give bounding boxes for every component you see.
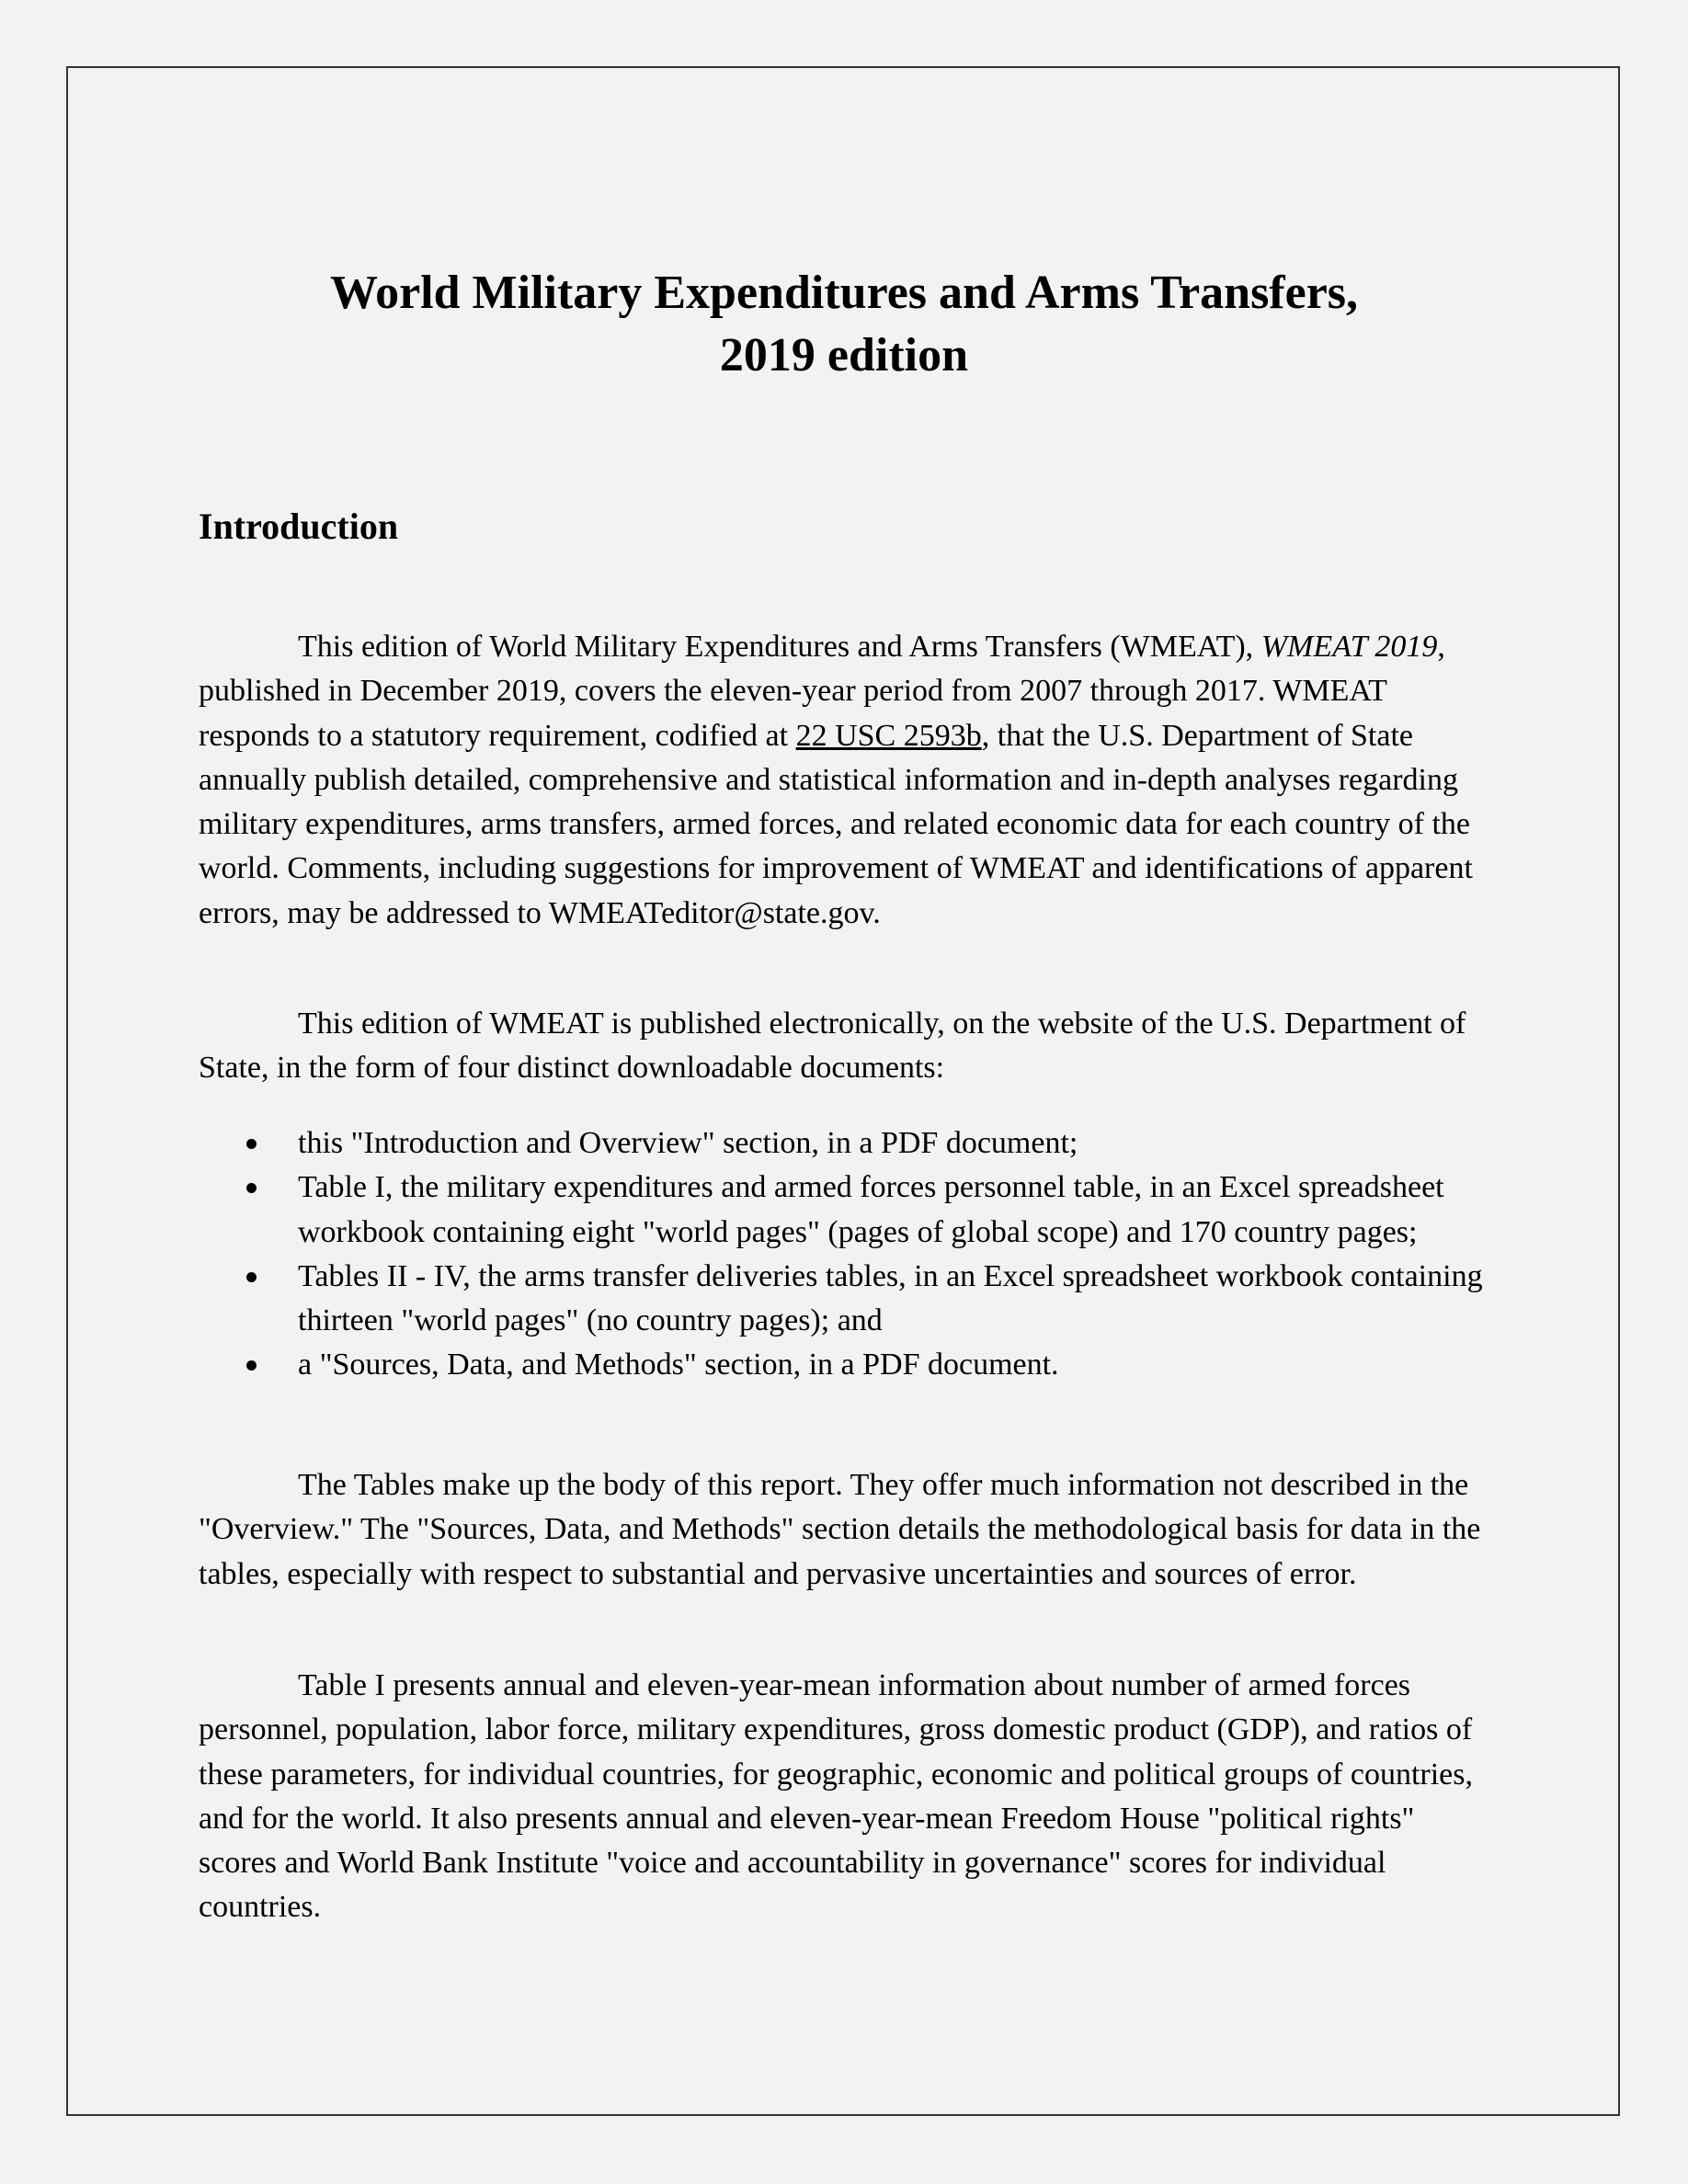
list-item: [199, 1121, 1486, 1166]
statute-link[interactable]: 22 USC 2593b: [795, 718, 982, 753]
p1-text-c: , that the U.S. Department of State annually publish detailed, comprehensive and statistical information and in-depth analyses regarding military expenditures, arms transfers, armed forces, and related economic data for each country of the world. Comments, including suggestions for improvement of WMEAT and identifications of apparent errors, may be addressed to WMEATeditor@state.gov.: [199, 718, 1473, 930]
bullet-icon: [246, 1183, 257, 1193]
bullet-icon: [246, 1272, 257, 1282]
paragraph-3: [199, 1463, 1486, 1597]
list-item-text: Table I, the military expenditures and armed forces personnel table, in an Excel spreadsheet workbook containing eight "world pages" (pages of global scope) and 170 country pages;: [298, 1170, 1444, 1249]
paragraph-4: [199, 1664, 1486, 1930]
p1-text-a: This edition of World Military Expenditures and Arms Transfers (WMEAT),: [298, 630, 1254, 664]
bullet-icon: [246, 1360, 257, 1371]
list-item-text: this "Introduction and Overview" section, in a PDF document;: [298, 1126, 1078, 1160]
title-line-2: 2019 edition: [719, 329, 969, 381]
list-item: [199, 1343, 1486, 1387]
document-list: [199, 1121, 1486, 1388]
p3-text: The Tables make up the body of this report. They offer much information not described in the "Overview." The "Sources, Data, and Methods" section details the methodological basis for data in the tables, especially with respect to substantial and pervasive uncertainties and sources of error.: [199, 1468, 1481, 1591]
p1-text-b: , published in December 2019, covers the eleven-year period from 2007 through 2017. WMEAT responds to a statutory requirement, codified at: [199, 630, 1445, 753]
p2-text: This edition of WMEAT is published electronically, on the website of the U.S. Department of State, in the form of four distinct downloadable documents:: [199, 1007, 1466, 1086]
list-item: [199, 1166, 1486, 1255]
p1-edition-italic: WMEAT 2019: [1260, 630, 1438, 664]
p4-text: Table I presents annual and eleven-year-mean information about number of armed forces personnel, population, labor force, military expenditures, gross domestic product (GDP), and ratios of these parameters, for individual countries, for geographic, economic and political groups of countries, and for the world. It also presents annual and eleven-year-mean Freedom House "political rights" scores and World Bank Institute "voice and accountability in governance" scores for individual countries.: [199, 1668, 1473, 1925]
section-heading: Introduction: [199, 506, 399, 547]
document-title: [0, 262, 1688, 387]
paragraph-1: [199, 625, 1486, 936]
bullet-icon: [246, 1139, 257, 1149]
paragraph-2: [199, 1002, 1486, 1091]
list-item-text: Tables II - IV, the arms transfer deliveries tables, in an Excel spreadsheet workbook containing thirteen "world pages" (no country pages); and: [298, 1258, 1483, 1338]
list-item: [199, 1255, 1486, 1344]
title-line-1: World Military Expenditures and Arms Transfers,: [329, 267, 1359, 319]
list-item-text: a "Sources, Data, and Methods" section, in a PDF document.: [298, 1348, 1059, 1382]
